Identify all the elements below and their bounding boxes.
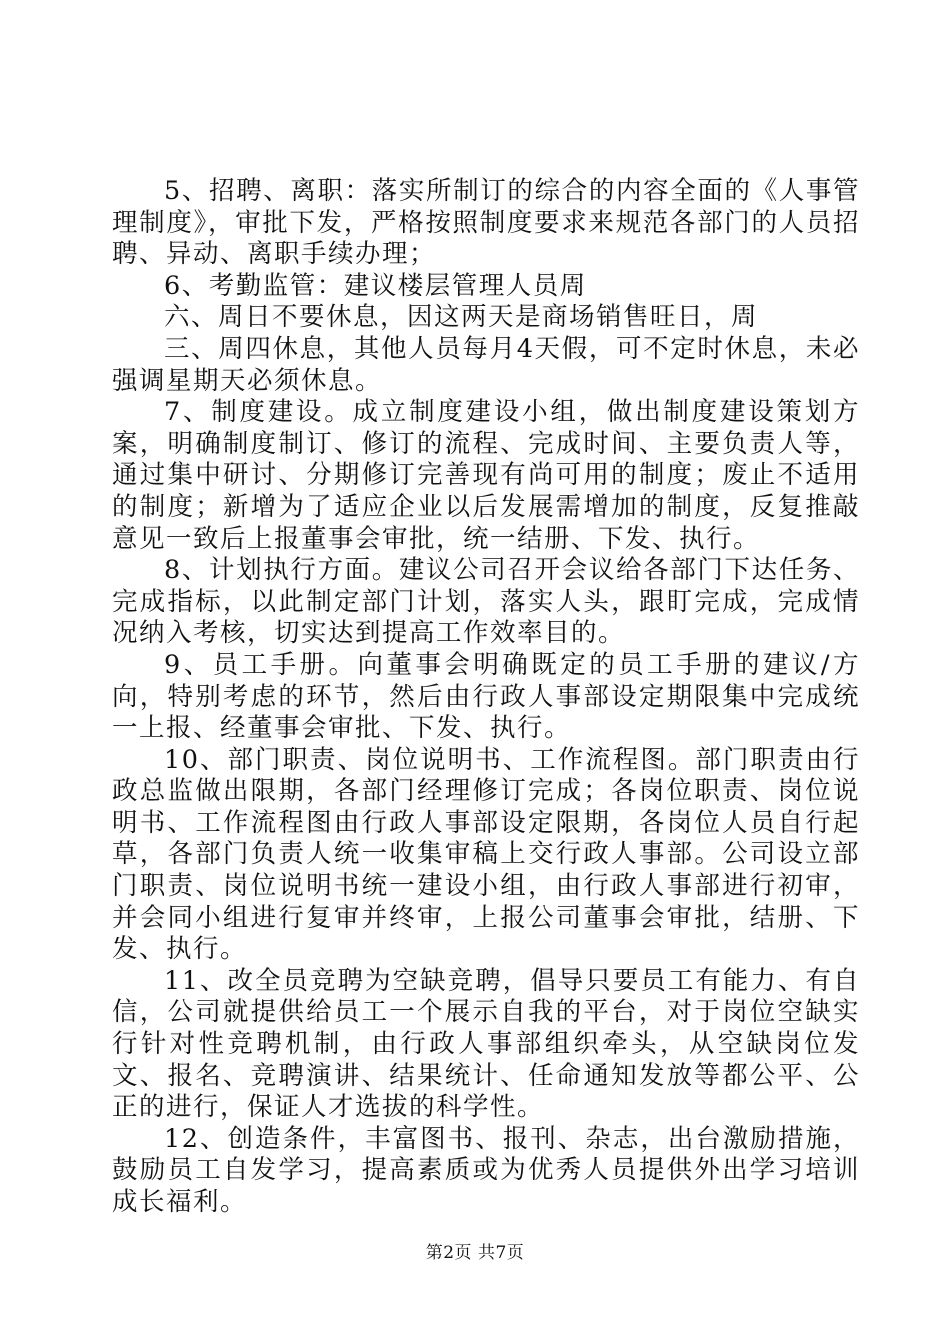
- paragraph-attendance: 6、考勤监管：建议楼层管理人员周: [164, 270, 587, 301]
- paragraph-attendance-weekend: 六、周日不要休息，因这两天是商场销售旺日，周: [164, 302, 759, 333]
- paragraph-recruitment: 5、招聘、离职：落实所制订的综合的内容全面的《人事管理制度》，审批下发，严格按照制度要求来规范各部门的人员招聘、异动、离职手续办理；: [112, 176, 860, 270]
- paragraph-job-descriptions: 10、部门职责、岗位说明书、工作流程图。部门职责由行政总监做出限期，各部门经理修订完成；各岗位职责、岗位说明书、工作流程图由行政人事部设定限期，各岗位人员自行起草，各部门负责人统一收集审稿上交行政人事部。公司设立部门职责、岗位说明书统一建设小组，由行政人事部进行初审，并会同小组进行复审并终审，上报公司董事会审批，结册、下发、执行。: [112, 744, 860, 965]
- document-body: [112, 176, 860, 1219]
- paragraph-employee-handbook: 9、员工手册。向董事会明确既定的员工手册的建议/方向，特别考虑的环节，然后由行政人事部设定期限集中完成统一上报、经董事会审批、下发、执行。: [112, 649, 860, 744]
- paragraph-plan-execution: 8、计划执行方面。建议公司召开会议给各部门下达任务、完成指标，以此制定部门计划，落实人头，跟盯完成，完成情况纳入考核，切实达到提高工作效率目的。: [112, 555, 860, 649]
- paragraph-system-building: 7、制度建设。成立制度建设小组，做出制度建设策划方案，明确制度制订、修订的流程、完成时间、主要负责人等，通过集中研讨、分期修订完善现有尚可用的制度；废止不适用的制度；新增为了适应企业以后发展需增加的制度，反复推敲意见一致后上报董事会审批，统一结册、下发、执行。: [112, 397, 860, 554]
- page-number-footer: 第2页 共7页: [425, 1243, 525, 1263]
- paragraph-learning-conditions: 12、创造条件，丰富图书、报刊、杂志，出台激励措施，鼓励员工自发学习，提高素质或为优秀人员提供外出学习培训成长福利。: [112, 1123, 860, 1217]
- paragraph-vacancy-recruitment: 11、改全员竞聘为空缺竞聘，倡导只要员工有能力、有自信，公司就提供给员工一个展示自我的平台，对于岗位空缺实行针对性竞聘机制，由行政人事部组织牵头，从空缺岗位发文、报名、竞聘演讲、结果统计、任命通知发放等都公平、公正的进行，保证人才选拔的科学性。: [112, 965, 860, 1123]
- paragraph-attendance-midweek: 三、周四休息，其他人员每月4天假，可不定时休息，未必强调星期天必须休息。: [112, 333, 860, 396]
